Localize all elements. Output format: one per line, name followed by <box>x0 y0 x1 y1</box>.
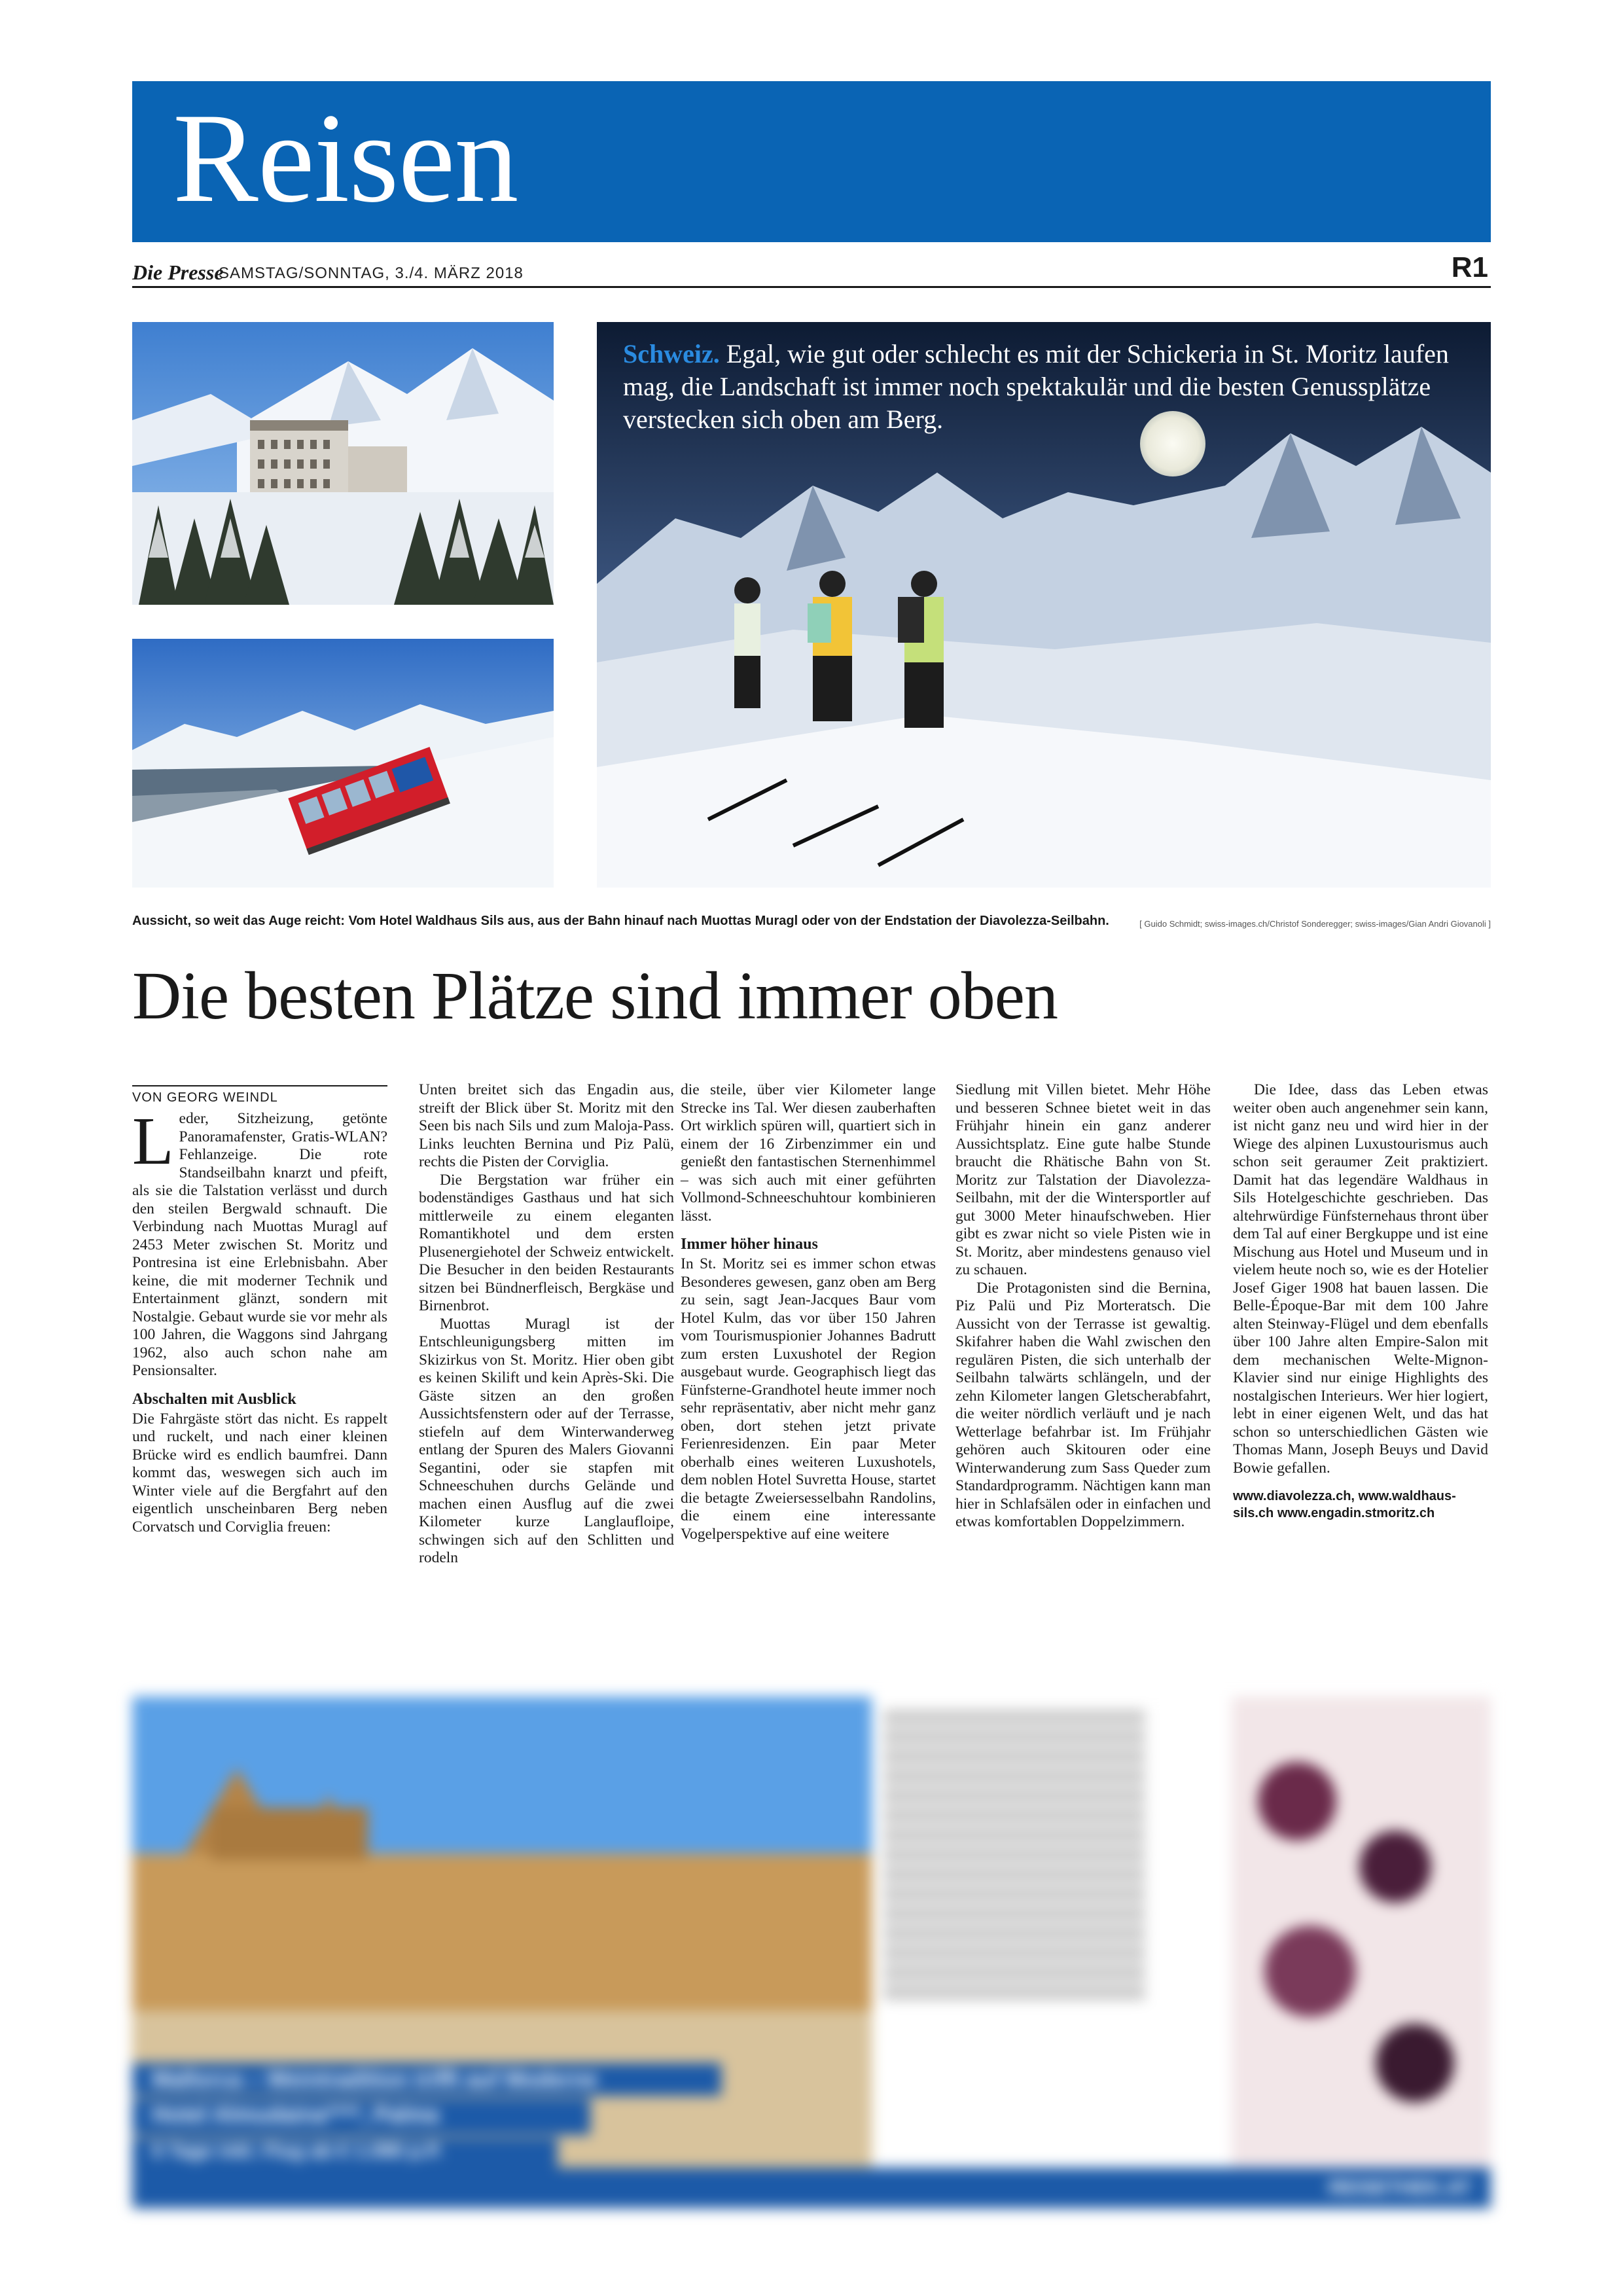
ad-offer: 5 Tage inkl. Flug ab € 1.090 p.P. <box>152 2140 443 2162</box>
photo-hotel-waldhaus <box>132 322 554 605</box>
kicker-text: Egal, wie gut oder schlecht es mit der Schickeria in St. Moritz laufen mag, die Landschaft ist immer noch spektakulär und die besten Genussplätze verstecken sich oben am Berg. <box>623 339 1449 434</box>
article-paragraph: In St. Moritz sei es immer schon etwas Besonderes gewesen, ganz oben am Berg zu sein, sagt Jean-Jacques Baur vom Hotel Kulm, das vor über 150 Jahren vom Tourismuspionier Johannes Badrutt zum ersten Luxushotel der Region ausgebaut wurde. Geographisch liegt das Fünfsterne-Grandhotel heute immer noch sehr repräsentativ, aber nicht mehr ganz oben, dort stehen jetzt private Ferienresidenzen. Ein paar Meter oberhalb eines weiteren Luxushotels, dem noblen Hotel Suvretta House, startet die betagte Zweiersesselbahn Randolins, die einem eine interessante Vogelperspektive auf eine weitere <box>681 1255 936 1543</box>
photo-funicular <box>132 639 554 888</box>
article-paragraph: Die Idee, dass das Leben etwas weiter oben auch angenehmer sein kann, ist nicht ganz neu und wird hier in der Wiege des alpinen Luxustourismus auch schon seit geraumer Zeit praktiziert. Damit hat das legendäre Waldhaus in Sils Hotelgeschichte geschrieben. Das altehrwürdige Fünfsternehaus thront über dem Tal auf einer Bergkuppe und ist eine Mischung aus Hotel und Museum und in vielem heute noch so, wie es der Hotelier Josef Giger 1908 hat bauen lassen. Die Belle-Époque-Bar mit dem 100 Jahre alten Steinway-Flügel und dem ebenfalls über 100 Jahre alten Empire-Salon mit dem mechanischen Welte-Mignon-Klavier sind nur einige Highlights des nostalgischen Interieurs. Wer hier logiert, lebt in einer eigenen Welt, und das hat schon so unterschiedlichen Gästen wie Thomas Mann, Joseph Beuys und David Bowie gefallen. <box>1233 1081 1488 1477</box>
article-paragraph: Die Protagonisten sind die Bernina, Piz Palü und Piz Morteratsch. Die Aussicht von der Terrasse ist gewaltig. Skifahrer haben die Wahl zwischen den regulären Pisten, die sich unterhalb der Seilbahn talwärts schlängeln, und der zehn Kilometer langen Gletscherabfahrt, die weiter nördlich verläuft und je nach Wetterlage befahrbar ist. Im Frühjahr gehören auch Skitouren oder eine Winterwanderung zum Sass Queder zum Standardprogramm. Nächtigen kann man hier in Schlafsälen oder in einfachen und etwas komfortablen Doppelzimmern. <box>955 1279 1211 1530</box>
kicker-label: Schweiz. <box>623 339 720 368</box>
ad-brand: REISETHEK.AT <box>1329 2177 1471 2198</box>
ad-hotel: Hotel Almudaina****, Palma <box>152 2102 439 2127</box>
article-column-4 <box>955 1081 1211 1532</box>
paper-name: Die Presse <box>132 260 224 284</box>
dateline <box>132 251 1491 288</box>
info-links[interactable]: www.diavolezza.ch, www.waldhaus-sils.ch www.engadin.stmoritz.ch <box>1233 1489 1456 1520</box>
subheading: Abschalten mit Ausblick <box>132 1390 296 1408</box>
paragraph-text: eder, Sitzheizung, getönte Panoramafenster, Gratis-WLAN? Fehlanzeige. Die rote Standseilbahn knarzt und pfeift, als sie die Talstation verlässt und durch den steilen Bergwald schnauft. Die Verbindung nach Muottas Muragl auf 2453 Meter zwischen St. Moritz und Pontresina ist eine Erlebnisbahn. Aber keine, die mit moderner Technik und Entertainment glänzt, sondern mit Nostalgie. Gebaut wurde sie vor mehr als 100 Jahren, die Waggons sind Jahrgang 1962, also auch schon nahe am Pensionsalter. <box>132 1110 387 1379</box>
byline: VON GEORG WEINDL <box>132 1085 387 1105</box>
issue-date: SAMSTAG/SONNTAG, 3./4. MÄRZ 2018 <box>219 264 524 282</box>
article-column-3 <box>681 1081 936 1543</box>
photo-kicker <box>623 338 1461 436</box>
article-headline: Die besten Plätze sind immer oben <box>132 958 1058 1033</box>
article-paragraph: Muottas Muragl ist der Entschleunigungsberg mitten im Skizirkus von St. Moritz. Hier oben gibt es keinen Skilift und kein Après-Ski. Die Gäste sitzen an den großen Aussichtsfenstern oder auf der Terrasse, stiefeln auf dem Winterwanderweg entlang der Spuren des Malers Giovanni Segantini, oder sie stapfen mit Schneeschuhen durchs Gelände und machen einen Ausflug auf die zwei Kilometer kurze Langlaufloipe, schwingen sich auf den Schlitten und rodeln <box>419 1315 674 1566</box>
article-paragraph <box>132 1103 387 1380</box>
article-paragraph: Siedlung mit Villen bietet. Mehr Höhe und besseren Schnee bietet weit in das Frühjahr hinein ein ganz anderer Aussichtsplatz. Eine gute halbe Stunde braucht die Rhätische Bahn von St. Moritz zur Talstation der Diavolezza-Seilbahn, mit der die Wintersportler auf gut 3000 Meter hinaufschweben. Hier gibt es zwar nicht so viele Pisten wie in St. Moritz, aber mindestens genauso viel zu schauen. <box>955 1081 1211 1278</box>
advertisement-mallorca[interactable] <box>132 1696 1491 2208</box>
ad-headline: Mallorca – Weintradition trifft auf Moderne <box>152 2067 598 2092</box>
photo-credit: [ Guido Schmidt; swiss-images.ch/Christof Sonderegger; swiss-images/Gian Andri Giovanoli ] <box>1139 919 1491 929</box>
article-column-2 <box>419 1081 674 1568</box>
section-title: Reisen <box>173 87 518 229</box>
subheading: Immer höher hinaus <box>681 1236 818 1253</box>
article-column-1 <box>132 1103 387 1536</box>
photo-caption: Aussicht, so weit das Auge reicht: Vom Hotel Waldhaus Sils aus, aus der Bahn hinauf nach Muottas Muragl oder von der Endstation der Diavolezza-Seilbahn. <box>132 914 1109 928</box>
drop-cap: L <box>132 1103 174 1179</box>
article-paragraph: Die Fahrgäste stört das nicht. Es rappelt und ruckelt, und nach einer kleinen Brücke wird es endlich baumfrei. Dann kommt das, weswegen sich auch im Winter viele auf die Bergfahrt auf den eigentlich unscheinbaren Berg neben Corvatsch und Corviglia freuen: <box>132 1410 387 1535</box>
article-paragraph: Die Bergstation war früher ein bodenständiges Gasthaus und hat sich mittlerweile zu einem eleganten Romantikhotel und dem ersten Plusenergiehotel der Schweiz entwickelt. Die Besucher in den beiden Restaurants sitzen bei Bündnerfleisch, Bergkäse und Birnenbrot. <box>419 1171 674 1314</box>
section-masthead <box>132 81 1491 242</box>
page-number: R1 <box>1451 251 1488 283</box>
article-column-5 <box>1233 1081 1488 1522</box>
photo-skiers-diavolezza <box>597 322 1491 888</box>
ad-body-copy <box>883 1710 1211 2004</box>
article-paragraph: Unten breitet sich das Engadin aus, streift der Blick über St. Moritz mit den Seen bis nach Sils und zum Maloja-Pass. Links leuchten Bernina und Piz Palü, rechts die Pisten der Corviglia. <box>419 1081 674 1170</box>
article-paragraph: die steile, über vier Kilometer lange Strecke ins Tal. Wer diesen zauberhaften Ort wirklich spüren will, quartiert sich in einem der 16 Zirbenzimmer ein und genießt den fantastischen Sternenhimmel – was sich auch mit einer geführten Vollmond-Schneeschuhtour kombinieren lässt. <box>681 1081 936 1225</box>
